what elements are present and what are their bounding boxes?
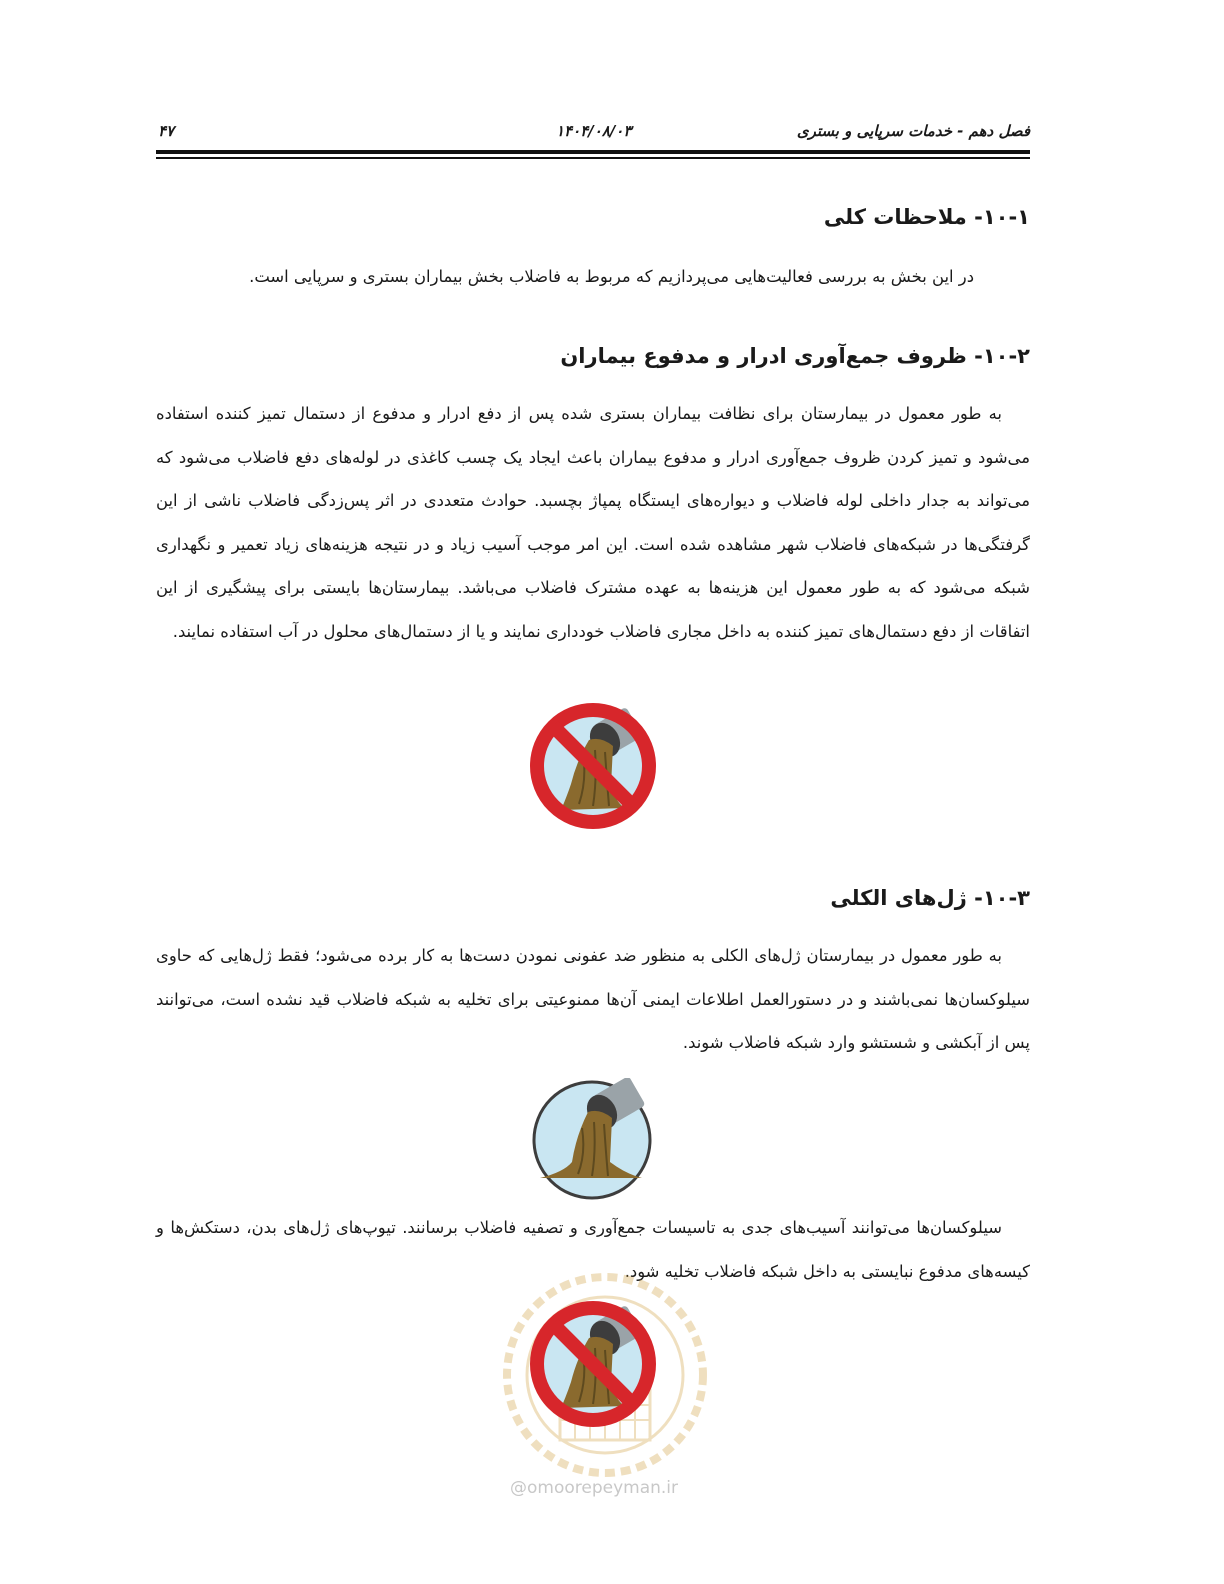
no-sewage-disposal-icon bbox=[527, 700, 659, 832]
no-sewage-disposal-icon-2 bbox=[527, 1298, 659, 1430]
section-paragraph-2: به طور معمول در بیمارستان برای نظافت بیماران بستری شده پس از دفع ادرار و مدفوع از دستمال تمیز کننده استفاده می‌شود و تمیز کردن ظروف جمع‌آوری ادرار و مدفوع بیماران باعث ایجاد یک چسب کاغذی در لوله‌های دفع فاضلاب می‌شود که می‌تواند به جدار داخلی لوله فاضلاب و دیواره‌های ایستگاه پمپاژ بچسبد. حوادث متعددی در اثر پس‌زدگی فاضلاب ناشی از این گرفتگی‌ها در شبکه‌های فاضلاب شهر مشاهده شده است. این امر موجب آسیب زیاد و در نتیجه هزینه‌های زیاد تعمیر و نگهداری شبکه می‌شود که به طور معمول این هزینه‌ها به عهده مشترک فاضلاب می‌باشد. بیمارستان‌ها بایستی برای پیشگیری از این اتفاقات از دفع دستمال‌های تمیز کننده به داخل مجاری فاضلاب خودداری نمایند و یا از دستمال‌های محلول در آب استفاده نمایند. bbox=[156, 404, 1030, 641]
watermark-text: @omoorepeyman.ir bbox=[510, 1478, 679, 1498]
section-heading-2: ۱۰-۲- ظروف جمع‌آوری ادرار و مدفوع بیماران bbox=[560, 344, 1030, 368]
page-header bbox=[156, 118, 1030, 146]
section-heading-3: ۱۰-۳- ژل‌های الکلی bbox=[830, 886, 1030, 910]
section-heading-1: ۱۰-۱- ملاحظات کلی bbox=[823, 205, 1030, 229]
section-paragraph-3: به طور معمول در بیمارستان ژل‌های الکلی به منظور ضد عفونی نمودن دست‌ها به کار برده می‌شود؛ فقط ژل‌هایی که حاوی سیلوکسان‌ها نمی‌باشند و در دستورالعمل اطلاعات ایمنی آن‌ها ممنوعیتی برای تخلیه به شبکه فاضلاب قید نشده است، می‌توانند پس از آبکشی و شستشو وارد شبکه فاضلاب شوند. bbox=[156, 946, 1030, 1052]
page-number: ۴۷ bbox=[158, 122, 175, 140]
header-date: ۱۴۰۴/۰۸/۰۳ bbox=[556, 122, 632, 140]
section-paragraph-3b: سیلوکسان‌ها می‌توانند آسیب‌های جدی به تاسیسات جمع‌آوری و تصفیه فاضلاب برسانند. تیوپ‌های ژل‌های بدن، دستکش‌ها و کیسه‌های مدفوع نبایستی به داخل شبکه فاضلاب تخلیه شود. bbox=[156, 1218, 1030, 1281]
header-rule-thin bbox=[156, 157, 1030, 159]
sewage-disposal-icon bbox=[530, 1078, 654, 1202]
header-rule-thick bbox=[156, 150, 1030, 154]
section-paragraph-1: در این بخش به بررسی فعالیت‌هایی می‌پردازیم که مربوط به فاضلاب بخش بیماران بستری و سرپایی است. bbox=[249, 267, 974, 286]
chapter-title: فصل دهم - خدمات سرپایی و بستری bbox=[796, 122, 1030, 140]
